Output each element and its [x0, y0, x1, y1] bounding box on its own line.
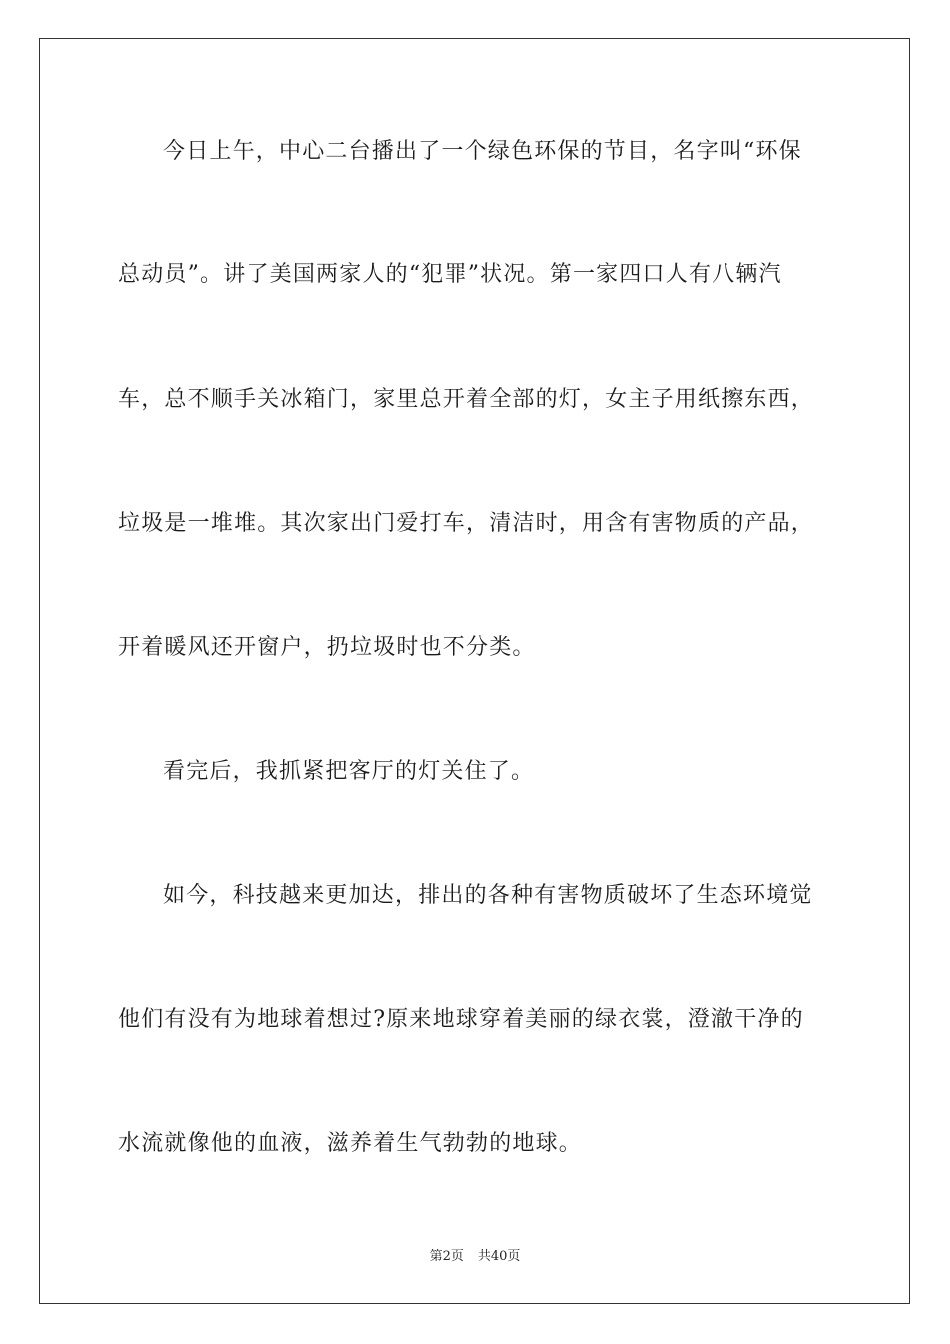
paragraph-1-line-1: 今日上午，中心二台播出了一个绿色环保的节目，名字叫“环保	[163, 139, 802, 164]
paragraph-2-line-1: 看完后，我抓紧把客厅的灯关住了。	[163, 759, 535, 784]
paragraph-1-line-2: 总动员”。讲了美国两家人的“犯罪”状况。第一家四口人有八辆汽	[118, 262, 782, 287]
paragraph-1-line-4: 垃圾是一堆堆。其次家出门爱打车，清洁时，用含有害物质的产品，	[118, 511, 815, 536]
page-footer	[0, 1248, 950, 1266]
paragraph-1-line-5: 开着暖风还开窗户，扔垃圾时也不分类。	[118, 635, 536, 660]
paragraph-3-line-3: 水流就像他的血液，滋养着生气勃勃的地球。	[118, 1131, 583, 1156]
page-frame	[39, 38, 910, 1304]
page-number: 第2页	[429, 1249, 464, 1264]
paragraph-1-line-3: 车，总不顺手关冰箱门，家里总开着全部的灯，女主子用纸擦东西，	[118, 387, 815, 412]
total-pages: 共40页	[477, 1249, 521, 1264]
paragraph-3-line-2: 他们有没有为地球着想过?原来地球穿着美丽的绿衣裳，澄澈干净的	[118, 1007, 804, 1032]
paragraph-3-line-1: 如今，科技越来更加达，排出的各种有害物质破坏了生态环境觉	[163, 883, 813, 908]
